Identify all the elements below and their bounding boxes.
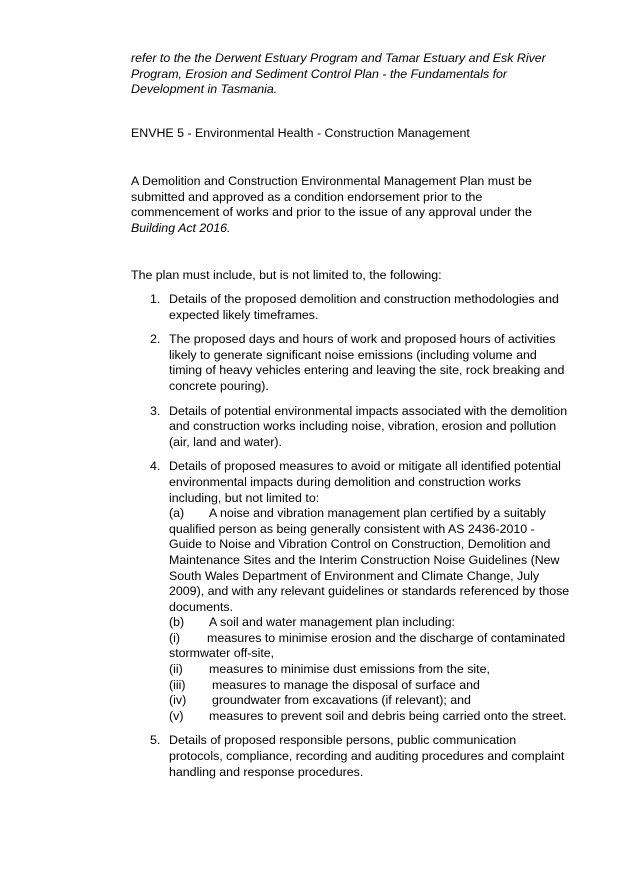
- list-item: [131, 332, 571, 394]
- sub-item-text: A noise and vibration management plan certified by a suitably qualified person as being generally consistent with AS 2436-2010 - Guide to Noise and Vibration Control on Construction, Demolition and Maintenance Sites and the Interim Construction Noise Guidelines (New South Wales Department of Environment and Climate Change, July 2009), and with any relevant guidelines or standards referenced by those documents.: [169, 506, 570, 614]
- roman-item: [169, 693, 571, 709]
- list-item-number: 5.: [150, 733, 161, 748]
- sub-item-label: (a): [169, 506, 185, 521]
- plan-requirements-list: [131, 292, 571, 789]
- list-item-text: Details of potential environmental impacts associated with the demolition and construction works including noise, vibration, erosion and pollution (air, land and water).: [169, 403, 568, 449]
- list-item-text: Details of the proposed demolition and construction methodologies and expected likely timeframes.: [169, 292, 559, 322]
- roman-item-text: measures to minimise dust emissions from the site,: [209, 662, 490, 677]
- list-item-number: 1.: [150, 292, 161, 306]
- intro-paragraph: refer to the the Derwent Estuary Program and Tamar Estuary and Esk River Program, Erosion and Sediment Control Plan - the Fundamentals for Development in Tasmania.: [131, 51, 546, 97]
- condition-heading: ENVHE 5 - Environmental Health - Construction Management: [131, 126, 470, 140]
- roman-item-label: (v): [169, 708, 184, 723]
- building-act-reference: Building Act 2016.: [131, 220, 231, 235]
- roman-item-text: measures to minimise erosion and the discharge of contaminated stormwater off-site,: [169, 630, 566, 661]
- sub-item-a: [169, 506, 571, 615]
- list-item: [131, 733, 571, 780]
- roman-item-label: (ii): [169, 662, 183, 677]
- requirement-paragraph: [131, 174, 571, 236]
- sub-item-b: [169, 615, 571, 631]
- requirement-text: A Demolition and Construction Environmental Management Plan must be submitted and approved as a condition endorsement prior to the commencement of works and prior to the issue of any approval under the: [131, 174, 532, 220]
- roman-item-text: groundwater from excavations (if relevant); and: [212, 693, 471, 708]
- roman-item-label: (iv): [169, 693, 187, 708]
- sub-item-label: (b): [169, 615, 185, 630]
- plan-intro-paragraph: The plan must include, but is not limited to, the following:: [131, 268, 442, 282]
- list-item-number: 4.: [150, 459, 161, 474]
- roman-item: [169, 709, 571, 725]
- list-item: [131, 459, 571, 724]
- roman-item: [169, 662, 571, 678]
- list-item: [131, 404, 571, 451]
- list-item-text: Details of proposed responsible persons, public communication protocols, compliance, recording and auditing procedures and complaint handling and response procedures.: [169, 733, 565, 779]
- sub-item-text: A soil and water management plan including:: [209, 615, 455, 630]
- list-item-text: The proposed days and hours of work and proposed hours of activities likely to generate significant noise emissions (including volume and timing of heavy vehicles entering and leaving the site, rock breaking and concrete pouring).: [169, 332, 565, 393]
- list-item-number: 3.: [150, 403, 161, 418]
- roman-item-label: (iii): [169, 677, 186, 692]
- list-item-number: 2.: [150, 332, 161, 347]
- roman-item-text: measures to prevent soil and debris being carried onto the street.: [209, 708, 567, 723]
- list-item: [131, 292, 571, 323]
- roman-item-text: measures to manage the disposal of surface and: [212, 677, 480, 692]
- roman-item: [169, 678, 571, 694]
- roman-item-label: (i): [169, 630, 181, 645]
- list-item-text: Details of proposed measures to avoid or mitigate all identified potential environmental impacts during demolition and construction works including, but not limited to:: [169, 459, 561, 505]
- roman-item: [169, 631, 571, 662]
